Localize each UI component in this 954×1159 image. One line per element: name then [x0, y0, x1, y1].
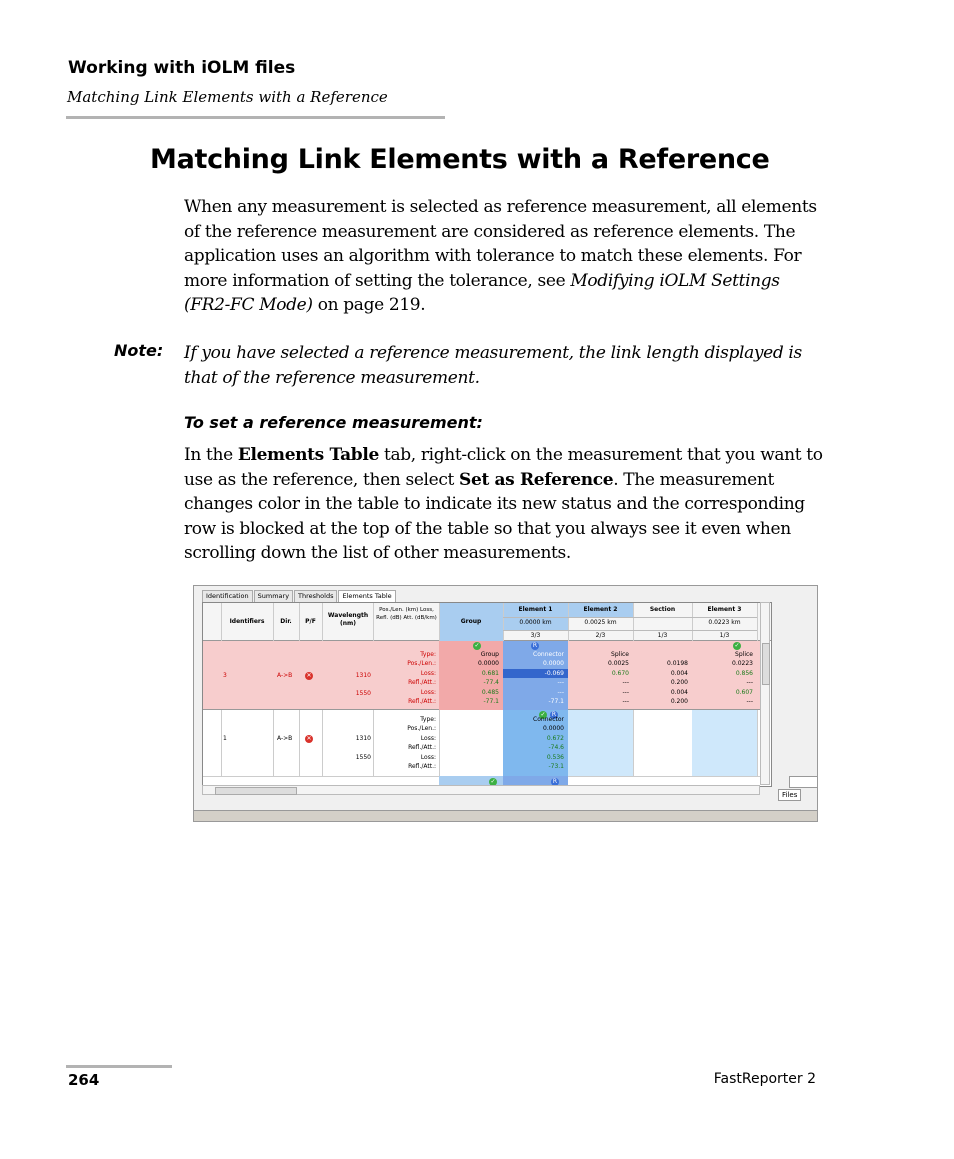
col-section[interactable]: Section: [649, 606, 676, 613]
window-bottom-strip: [194, 810, 818, 822]
element2-position: 0.0025 km: [584, 619, 617, 626]
fail-icon: ✕: [306, 735, 312, 742]
cross-reference[interactable]: Modifying iOLM Settings (FR2-FC Mode): [184, 270, 780, 316]
files-tab[interactable]: Files: [778, 789, 801, 801]
col-wavelength[interactable]: Wavelength (nm): [327, 612, 369, 627]
tab-strip: [202, 590, 397, 602]
pass-icon: ✓: [540, 711, 546, 718]
group-pass-icon: ✓: [490, 778, 496, 785]
note-text: If you have selected a reference measurement, the link length displayed is that of the reference measurement.: [184, 343, 802, 388]
measurement-identifier: 1: [223, 735, 227, 742]
tab-identification[interactable]: Identification: [202, 590, 253, 602]
procedure-title: To set a reference measurement:: [184, 413, 483, 432]
element2-fraction: 2/3: [595, 632, 606, 639]
footer-rule: [66, 1065, 172, 1068]
col-element3[interactable]: Element 3: [707, 606, 742, 613]
tab-elements-table[interactable]: Elements Table: [338, 590, 395, 602]
reference-icon: R: [532, 642, 538, 649]
files-panel: [789, 776, 818, 788]
section-heading: Matching Link Elements with a Reference: [150, 144, 770, 175]
element3-fraction: 1/3: [719, 632, 730, 639]
product-name: FastReporter 2: [713, 1071, 816, 1087]
vertical-scrollbar[interactable]: [760, 602, 770, 785]
reference-identifier: 3: [223, 672, 227, 679]
measurement-direction: A->B: [277, 735, 293, 742]
horizontal-scrollbar[interactable]: [202, 785, 760, 795]
tab-thresholds[interactable]: Thresholds: [294, 590, 337, 602]
reference-icon: R: [552, 778, 558, 785]
procedure-paragraph: In the Elements Table tab, right-click on the measurement that you want to use as the reference, then select Set as Reference. The measurement changes color in the table to indicate its new status and the corresponding row is blocked at the top of the table so that you always see it even when scrolling down the list of other measurements.: [184, 445, 823, 564]
col-dir[interactable]: Dir.: [280, 618, 292, 625]
running-header-title: Working with iOLM files: [68, 58, 296, 78]
elements-table-screenshot: [193, 585, 818, 822]
note-label: Note:: [114, 341, 164, 360]
intro-paragraph: When any measurement is selected as reference measurement, all elements of the reference measurement are considered as reference elements. The application uses an algorithm with tolerance to match these elements. For more information of setting the tolerance, see Modifying iOLM Settings (FR2-FC Mode) on page 219.: [184, 197, 817, 316]
elements-grid: Identifiers Dir. P/F Wavelength (nm) Pos./Len. (km) Loss, Refl. (dB) Att. (dB/km) Group Element 1 Element 2 Section Element 3 0.0000 km 0.0025 km 0.0223 km 3/3 2/3 1/3 1/3 3 A->B ✕ 1310 1550 ✓ R ✓ Type: Pos./Len.: Loss: Refl./Att.: Loss: Refl./Att.: Group 0.0000 0.681 -77.4 0.485 -77.1 Connector 0.0000 -0.069 --- --- -77.1 Splice 0.0025 0.670 --- --- --- 0.0198 0.004 0.200 0.004 0.200 Splice 0.0223 0.856 --- 0.607 --- 1 A->B ✕ 1310 1550 ✓ R ✓ R Type: Pos./Len.: Loss: Refl./Att.: Loss: Refl./Att.: Connector 0.0000 0.672 -74.6 0.536 -73.1: [202, 602, 772, 787]
element1-position: 0.0000 km: [519, 619, 552, 626]
col-element1[interactable]: Element 1: [518, 606, 553, 613]
element3-position: 0.0223 km: [708, 619, 741, 626]
reference-icon: R: [551, 711, 557, 718]
group-fraction: 3/3: [530, 632, 541, 639]
col-element2[interactable]: Element 2: [583, 606, 618, 613]
fail-icon: ✕: [306, 672, 312, 679]
col-identifiers[interactable]: Identifiers: [229, 618, 265, 625]
section-fraction: 1/3: [657, 632, 668, 639]
col-pf[interactable]: P/F: [305, 618, 316, 625]
col-group[interactable]: Group: [460, 618, 482, 625]
header-rule: [66, 116, 445, 119]
group-pass-icon: ✓: [474, 642, 480, 649]
element3-pass-icon: ✓: [734, 642, 740, 649]
page-number: 264: [68, 1071, 100, 1089]
col-poslen[interactable]: Pos./Len. (km) Loss, Refl. (dB) Att. (dB/km): [376, 607, 437, 621]
running-header-subtitle: Matching Link Elements with a Reference: [67, 88, 388, 106]
reference-direction: A->B: [277, 672, 293, 679]
tab-summary[interactable]: Summary: [254, 590, 293, 602]
